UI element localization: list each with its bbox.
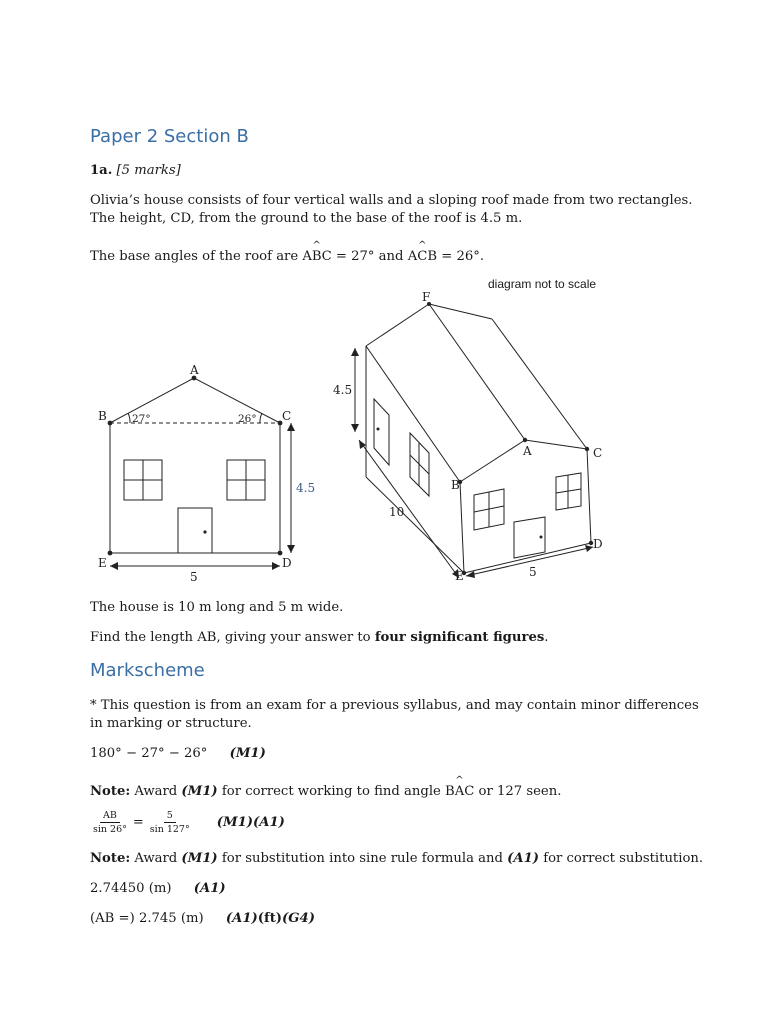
point-d (278, 551, 283, 556)
find-prefix: Find the length AB, giving your answer to (90, 630, 375, 645)
step-3-value: 2.74450 (m) (90, 881, 172, 896)
note-1-text-c: C or 127 seen. (464, 784, 562, 799)
diagram-caption: diagram not to scale (488, 277, 597, 291)
label-c: C (593, 446, 603, 460)
front-door-knob (540, 536, 543, 539)
roof-eave-left (366, 346, 460, 482)
note-2 (90, 849, 703, 868)
find-length-text (90, 628, 548, 647)
height-arrow-top (351, 348, 359, 356)
label-c: C (282, 409, 292, 423)
angle-arc-b (128, 413, 130, 423)
note-1-angle-vertex: ^ A (455, 782, 465, 801)
equals-sign: = (132, 815, 144, 830)
house-dimensions-text: The house is 10 m long and 5 m wide. (90, 600, 344, 615)
front-gable-right (525, 440, 587, 449)
step-4-mark-b: (ft) (257, 911, 283, 926)
note-2-text-b: for substitution into sine rule formula and (217, 851, 508, 866)
label-e: E (455, 569, 464, 583)
note-2-mark-1: (M1) (181, 851, 218, 866)
step-4-marks (226, 911, 315, 926)
label-f: F (422, 290, 431, 304)
step-1-expression: 180° − 27° − 26° (90, 746, 208, 761)
angle2-pre: A (407, 249, 418, 264)
step-1-mark: (M1) (229, 746, 266, 761)
fraction-right-denominator: sin 127° (149, 824, 190, 835)
roof-left (110, 378, 194, 423)
find-suffix: . (544, 630, 549, 645)
height-label: 4.5 (333, 383, 353, 397)
point-b (108, 421, 113, 426)
question-text-line-1: Olivia’s house consists of four vertical walls and a sloping roof made from two rectangles. (90, 193, 693, 208)
label-d: D (282, 556, 292, 570)
angle-label-26: 26° (238, 413, 257, 425)
length-label: 10 (389, 505, 405, 519)
angle1-vertex: ^ B (312, 247, 322, 266)
question-text-line-2: The height, CD, from the ground to the base of the roof is 4.5 m. (90, 211, 523, 226)
front-ground-line (464, 543, 591, 573)
angle2-vertex: ^ C (417, 247, 427, 266)
length-dimension-line (359, 440, 459, 578)
question-marks: [5 marks] (116, 163, 181, 178)
angle-label-27: 27° (132, 413, 151, 425)
width-arrow-right (585, 545, 593, 552)
fraction-right-numerator: 5 (164, 810, 176, 823)
fraction-left (90, 810, 130, 835)
height-arrow-top (287, 423, 295, 431)
question-number: 1a. (90, 163, 113, 178)
angle2-value: = 26°. (437, 249, 485, 264)
label-d: D (593, 537, 603, 551)
side-door (374, 399, 389, 465)
note-2-label: Note: (90, 851, 131, 866)
height-arrow-bottom (351, 424, 359, 432)
note-2-mark-2: (A1) (507, 851, 540, 866)
front-right-corner (587, 449, 591, 543)
step-4 (90, 909, 315, 928)
side-door-knob (377, 428, 380, 431)
front-left-corner (460, 482, 464, 573)
front-view-diagram (90, 360, 315, 590)
sine-rule-equation (90, 810, 285, 835)
note-1-mark: (M1) (181, 784, 218, 799)
find-bold: four significant figures (374, 630, 545, 645)
step-3-mark: (A1) (193, 881, 226, 896)
height-arrow-bottom (287, 545, 295, 553)
label-b: B (451, 478, 460, 492)
point-c (585, 447, 589, 451)
fraction-right (147, 810, 193, 835)
perspective-diagram (325, 288, 615, 588)
note-1 (90, 782, 561, 801)
note-2-text-a: Award (130, 851, 182, 866)
label-b: B (98, 409, 107, 423)
label-a: A (523, 444, 532, 458)
label-e: E (98, 556, 107, 570)
height-label: 4.5 (296, 481, 315, 495)
roof-angles-text (90, 247, 484, 266)
angle1-pre: A (302, 249, 312, 264)
width-arrow-left (110, 562, 118, 570)
fraction-left-numerator: AB (100, 810, 120, 823)
step-4-mark-c: (G4) (282, 911, 315, 926)
syllabus-note-line-1: * This question is from an exam for a previous syllabus, and may contain minor differences (90, 698, 699, 713)
note-1-text-b: for correct working to find angle B (217, 784, 455, 799)
width-label: 5 (190, 570, 198, 584)
syllabus-note-line-2: in marking or structure. (90, 716, 252, 731)
section-title: Paper 2 Section B (90, 126, 249, 147)
angle2-post: B (427, 249, 438, 264)
step-4-mark-a: (A1) (225, 911, 258, 926)
step-4-value: (AB =) 2.745 (m) (90, 911, 204, 926)
width-arrow-right (272, 562, 280, 570)
front-door (178, 508, 212, 553)
step-3 (90, 879, 226, 898)
note-1-text-a: Award (130, 784, 182, 799)
label-a: A (190, 363, 199, 377)
roof-right-edge (492, 319, 587, 449)
angle-arc-c (260, 413, 262, 423)
front-door-knob (203, 530, 206, 533)
step-2-mark: (M1)(A1) (216, 815, 285, 830)
roof-ridge (429, 304, 525, 440)
width-label: 5 (529, 565, 537, 579)
point-a (523, 438, 527, 442)
angle1-post: C (321, 249, 332, 264)
side-ground-line (366, 477, 464, 573)
note-1-label: Note: (90, 784, 131, 799)
markscheme-title: Markscheme (90, 660, 205, 681)
fraction-left-denominator: sin 26° (93, 824, 127, 835)
angles-prefix: The base angles of the roof are (90, 249, 303, 264)
step-1 (90, 744, 266, 763)
roof-gable-back-left (366, 304, 429, 346)
angle1-value: = 27° and (331, 249, 408, 264)
roof-right (194, 378, 280, 423)
front-gable-left (460, 440, 525, 482)
question-header (90, 161, 181, 180)
note-2-text-c: for correct substitution. (539, 851, 704, 866)
point-e (108, 551, 113, 556)
